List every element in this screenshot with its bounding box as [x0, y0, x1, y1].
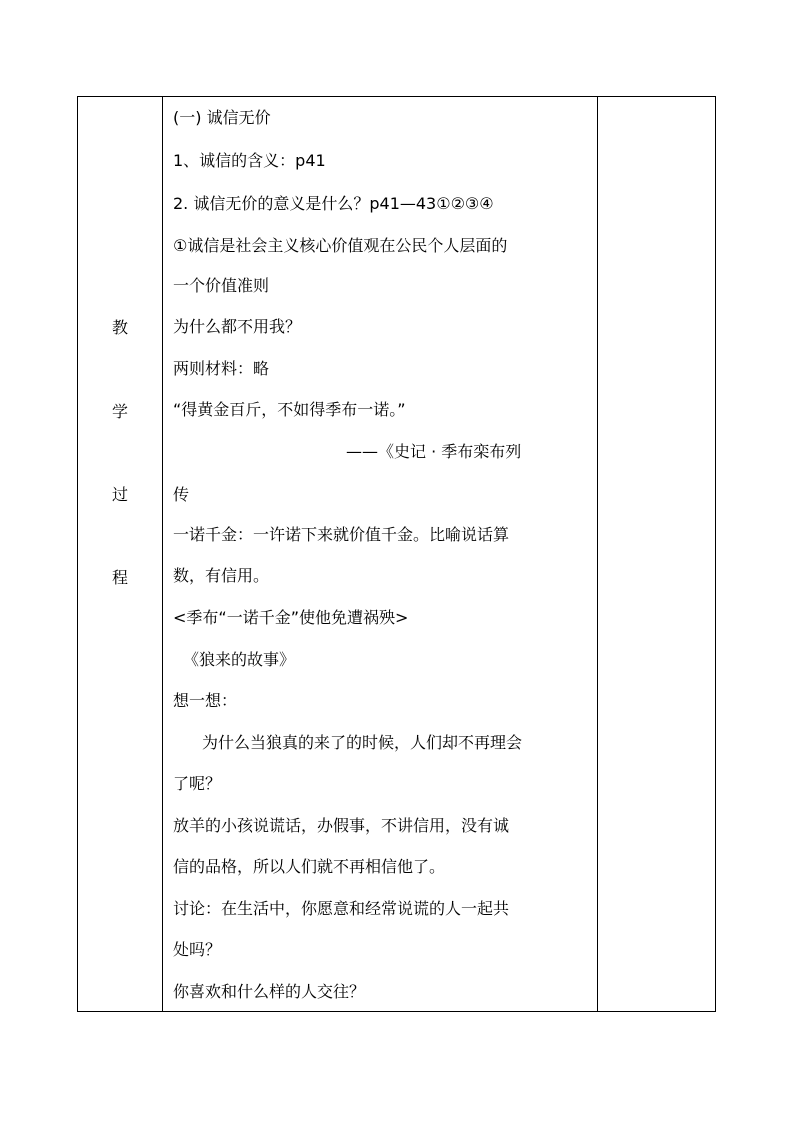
side-label-char: 程 — [111, 568, 128, 587]
content-line: 一个价值准则 — [173, 276, 270, 295]
section-heading: (一) 诚信无价 — [173, 108, 271, 127]
content-line: 处吗？ — [173, 940, 222, 959]
content-line: 2. 诚信无价的意义是什么？p41—43①②③④ — [173, 194, 494, 213]
content-line: 了呢？ — [173, 774, 222, 793]
content-line: 信的品格，所以人们就不再相信他了。 — [173, 857, 446, 876]
content-line: 传 — [173, 485, 190, 504]
content-line: 一诺千金：一许诺下来就价值千金。比喻说话算 — [173, 525, 510, 544]
content-line: <季布“一诺千金”使他免遭祸殃> — [173, 608, 409, 627]
content-line: 想一想： — [173, 691, 238, 710]
column-divider-right — [597, 97, 598, 1011]
content-line: ①诚信是社会主义核心价值观在公民个人层面的 — [173, 236, 508, 255]
quote-source: ——《史记 · 季布栾布列 — [346, 442, 522, 461]
content-line: 你喜欢和什么样的人交往？ — [173, 982, 366, 1001]
side-label-char: 教 — [111, 318, 128, 337]
side-label-char: 过 — [111, 485, 128, 504]
story-title: 《狼来的故事》 — [183, 650, 296, 669]
content-line: 为什么都不用我？ — [173, 317, 302, 336]
lesson-table — [77, 96, 716, 1012]
content-line: 数，有信用。 — [173, 566, 270, 585]
content-line: 讨论：在生活中，你愿意和经常说谎的人一起共 — [173, 899, 510, 918]
content-line: 1、诚信的含义：p41 — [173, 151, 326, 170]
content-line: 放羊的小孩说谎话，办假事，不讲信用，没有诚 — [173, 816, 510, 835]
column-divider-left — [162, 97, 163, 1011]
content-line: 为什么当狼真的来了的时候，人们却不再理会 — [202, 733, 523, 752]
quote-line: “得黄金百斤，不如得季布一诺。” — [173, 400, 406, 419]
side-label-char: 学 — [111, 402, 128, 421]
content-line: 两则材料：略 — [173, 359, 270, 378]
